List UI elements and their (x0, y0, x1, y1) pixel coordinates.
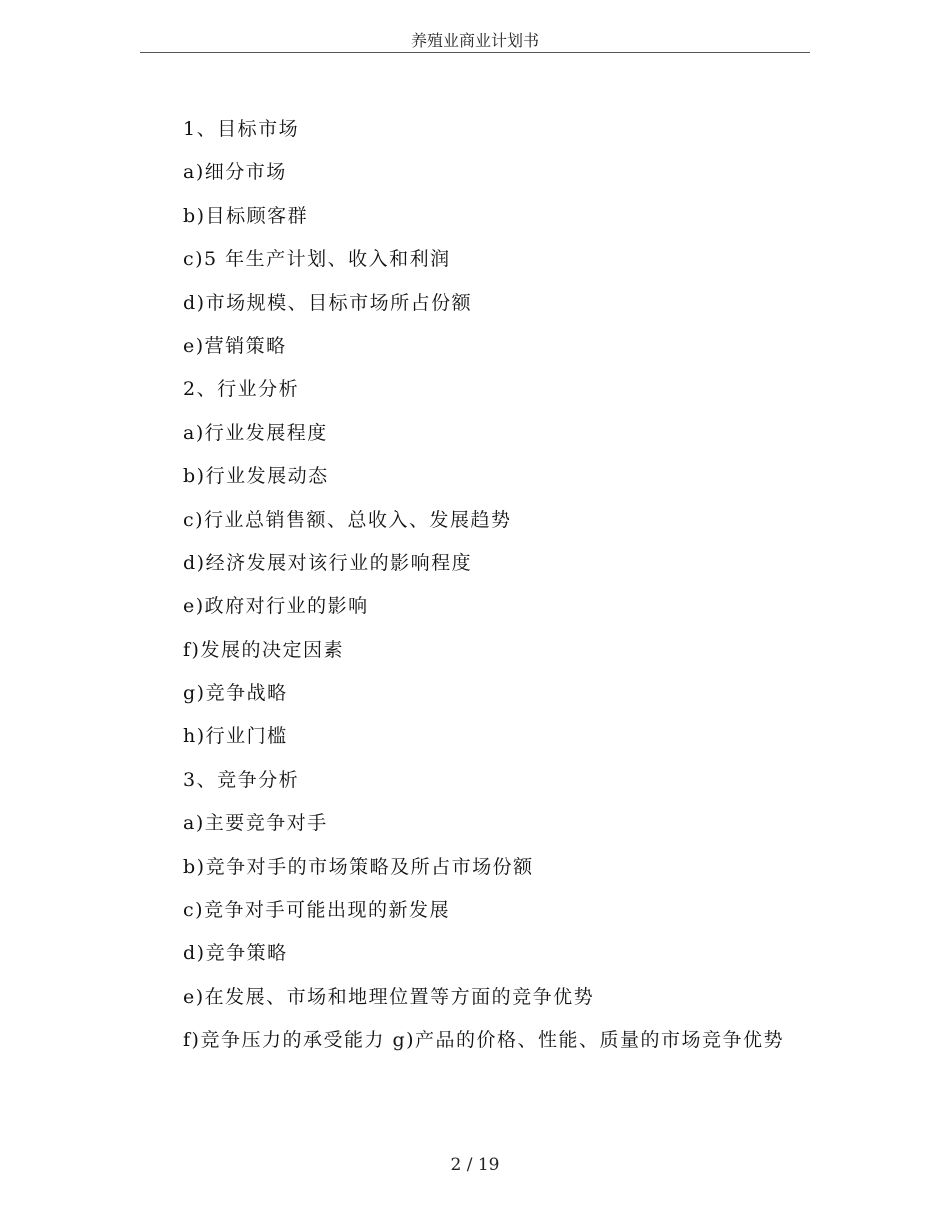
outline-line: c)5 年生产计划、收入和利润 (183, 248, 451, 271)
outline-line: g)竞争战略 (183, 682, 288, 705)
outline-line: h)行业门槛 (183, 725, 288, 748)
outline-line: d)市场规模、目标市场所占份额 (183, 291, 473, 314)
outline-line: a)细分市场 (183, 161, 287, 184)
outline-line: e)政府对行业的影响 (183, 595, 369, 618)
outline-line: e)营销策略 (183, 334, 287, 357)
outline-line: a)行业发展程度 (183, 421, 328, 444)
outline-line: c)竞争对手可能出现的新发展 (183, 899, 451, 922)
outline-line: d)经济发展对该行业的影响程度 (183, 551, 473, 574)
document-body (140, 108, 810, 1063)
outline-line: b)竞争对手的市场策略及所占市场份额 (183, 855, 534, 878)
outline-line: a)主要竞争对手 (183, 812, 328, 835)
outline-line: 2、行业分析 (183, 378, 300, 401)
outline-line: d)竞争策略 (183, 942, 288, 965)
outline-line: c)行业总销售额、总收入、发展趋势 (183, 508, 512, 531)
outline-paragraph: f)竞争压力的承受能力 g)产品的价格、性能、质量的市场竞争优势 (183, 1029, 785, 1052)
outline-line: f)发展的决定因素 (183, 638, 344, 661)
page-number: 2 / 19 (450, 1155, 500, 1175)
page-footer (0, 1153, 950, 1177)
outline-line: e)在发展、市场和地理位置等方面的竞争优势 (183, 985, 595, 1008)
document-title: 养殖业商业计划书 (410, 31, 539, 50)
outline-line: 1、目标市场 (183, 118, 300, 140)
outline-line: b)行业发展动态 (183, 465, 329, 488)
outline-line: b)目标顾客群 (183, 204, 309, 227)
page-header (140, 30, 810, 53)
outline-line: 3、竞争分析 (183, 768, 300, 791)
